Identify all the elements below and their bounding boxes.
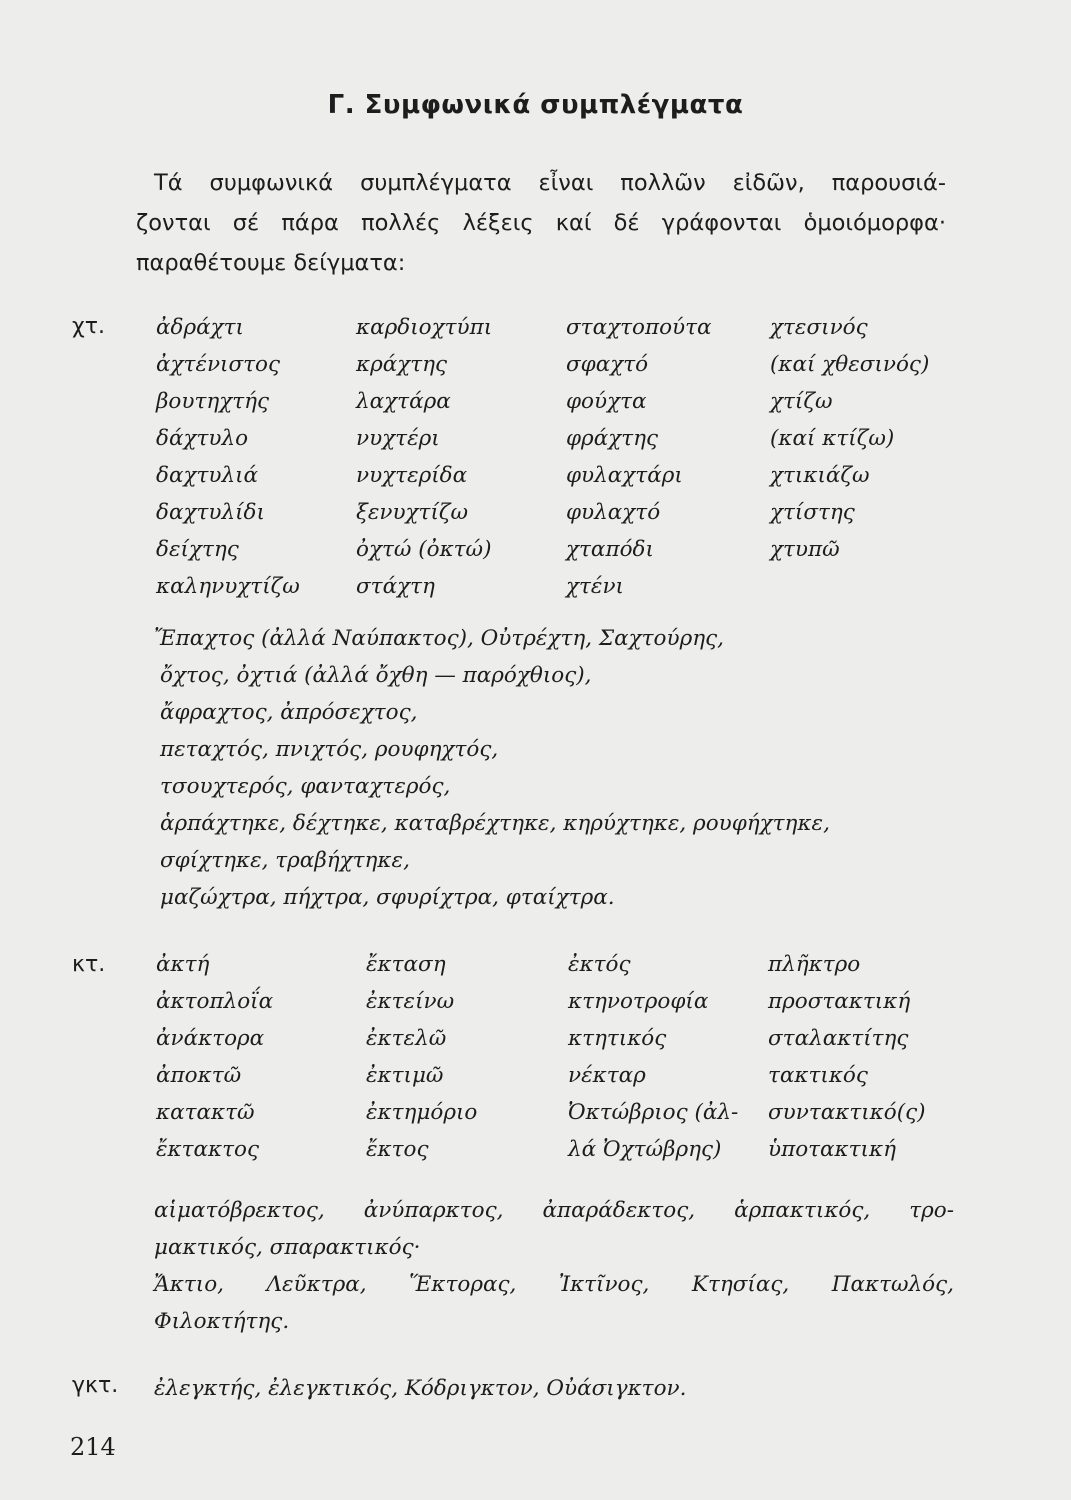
word-cell: συντακτικό(ς) xyxy=(768,1100,926,1125)
word-cell: δαχτυλιά xyxy=(156,463,259,488)
intro-line: ζονται σέ πάρα πολλές λέξεις καί δέ γράφονται ὁμοιόμορφα· xyxy=(136,210,946,236)
section-title: Γ. Συμφωνικά συμπλέγματα xyxy=(327,90,744,120)
word-cell: ὀχτώ (ὀκτώ) xyxy=(356,537,492,562)
examples-xt xyxy=(154,620,954,916)
word-cell: κτηνοτροφία xyxy=(568,989,709,1014)
example-line: ἐλεγκτής, ἐλεγκτικός, Κόδριγκτον, Οὐάσιγκτον. xyxy=(154,1376,687,1401)
word-cell: ἀνάκτορα xyxy=(156,1026,265,1051)
word-cell: ἔκτακτος xyxy=(156,1137,260,1162)
example-line: μαζώχτρα, πήχτρα, σφυρίχτρα, φταίχτρα. xyxy=(160,885,615,910)
word-cell: στάχτη xyxy=(356,574,435,599)
intro-paragraph xyxy=(136,163,946,283)
word-cell: χτίζω xyxy=(770,389,833,414)
word-row xyxy=(0,500,1071,537)
example-line: Ἔπαχτος (ἀλλά Ναύπακτος), Οὐτρέχτη, Σαχτούρης, xyxy=(154,626,724,651)
word-cell: προστακτική xyxy=(768,989,911,1014)
example-line: Φιλοκτήτης. xyxy=(154,1309,290,1334)
examples-gkt xyxy=(154,1370,954,1407)
word-row xyxy=(0,463,1071,500)
word-row xyxy=(0,352,1071,389)
word-row xyxy=(0,574,1071,611)
examples-kt xyxy=(154,1192,954,1340)
cluster-label-kt: κτ. xyxy=(72,952,106,977)
word-cell: κράχτης xyxy=(356,352,448,377)
word-cell: πλῆκτρο xyxy=(768,952,861,977)
example-line: ἄφραχτος, ἀπρόσεχτος, xyxy=(160,700,418,725)
word-row xyxy=(0,1026,1071,1063)
word-cell: (καί χθεσινός) xyxy=(770,352,930,377)
word-cell: σφαχτό xyxy=(566,352,649,377)
word-cell: ἀχτένιστος xyxy=(156,352,281,377)
word-cell: κατακτῶ xyxy=(156,1100,255,1125)
word-cell: φυλαχτάρι xyxy=(566,463,683,488)
word-row xyxy=(0,426,1071,463)
word-cell: φούχτα xyxy=(566,389,647,414)
word-grid-kt xyxy=(0,952,1071,1174)
word-grid-xt xyxy=(0,315,1071,611)
word-row xyxy=(0,1063,1071,1100)
word-row xyxy=(0,989,1071,1026)
word-cell: ἐκτείνω xyxy=(366,989,455,1014)
word-cell: δάχτυλο xyxy=(156,426,249,451)
word-cell: ἔκταση xyxy=(366,952,446,977)
word-cell: ἐκτελῶ xyxy=(366,1026,447,1051)
word-cell: λά Ὀχτώβρης) xyxy=(568,1137,722,1162)
intro-line: παραθέτουμε δείγματα: xyxy=(136,250,406,276)
page-number: 214 xyxy=(70,1433,116,1461)
word-row xyxy=(0,952,1071,989)
word-row xyxy=(0,537,1071,574)
word-row xyxy=(0,1100,1071,1137)
word-cell: βουτηχτής xyxy=(156,389,270,414)
word-cell: δαχτυλίδι xyxy=(156,500,265,525)
word-cell: φυλαχτό xyxy=(566,500,661,525)
word-cell: χτίστης xyxy=(770,500,855,525)
example-line: Ἄκτιο, Λεῦκτρα, Ἕκτορας, Ἰκτῖνος, Κτησίας, Πακτωλός, xyxy=(154,1272,954,1297)
word-cell: χτικιάζω xyxy=(770,463,870,488)
word-cell: (καί κτίζω) xyxy=(770,426,895,451)
word-cell: καρδιοχτύπι xyxy=(356,315,493,340)
word-cell: ἀποκτῶ xyxy=(156,1063,242,1088)
word-cell: χτένι xyxy=(566,574,624,599)
word-cell: χτεσινός xyxy=(770,315,868,340)
cluster-label-xt: χτ. xyxy=(72,314,105,339)
word-cell: ἔκτος xyxy=(366,1137,429,1162)
word-cell: ἀκτή xyxy=(156,952,210,977)
word-cell: ἐκτιμῶ xyxy=(366,1063,444,1088)
word-cell: καληνυχτίζω xyxy=(156,574,300,599)
intro-line: Τά συμφωνικά συμπλέγματα εἶναι πολλῶν εἰδῶν, παρουσιά- xyxy=(154,170,946,196)
word-cell: ξενυχτίζω xyxy=(356,500,469,525)
example-line: ὄχτος, ὀχτιά (ἀλλά ὄχθη — παρόχθιος), xyxy=(160,663,592,688)
word-cell: νυχτερίδα xyxy=(356,463,468,488)
word-cell: λαχτάρα xyxy=(356,389,451,414)
example-line: πεταχτός, πνιχτός, ρουφηχτός, xyxy=(160,737,499,762)
word-row xyxy=(0,389,1071,426)
word-cell: Ὀκτώβριος (ἀλ- xyxy=(568,1100,739,1125)
word-cell: ὑποτακτική xyxy=(768,1137,896,1162)
example-line: ἁρπάχτηκε, δέχτηκε, καταβρέχτηκε, κηρύχτηκε, ρουφήχτηκε, xyxy=(160,811,830,836)
word-row xyxy=(0,1137,1071,1174)
word-row xyxy=(0,315,1071,352)
word-cell: χτυπῶ xyxy=(770,537,840,562)
word-cell: νέκταρ xyxy=(568,1063,646,1088)
word-cell: ἐκτός xyxy=(568,952,631,977)
example-line: αἱματόβρεκτος, ἀνύπαρκτος, ἀπαράδεκτος, ἁρπακτικός, τρο- xyxy=(154,1198,954,1223)
example-line: τσουχτερός, φανταχτερός, xyxy=(160,774,451,799)
word-cell: σταλακτίτης xyxy=(768,1026,909,1051)
example-line: μακτικός, σπαρακτικός· xyxy=(154,1235,421,1260)
word-cell: σταχτοπούτα xyxy=(566,315,712,340)
word-cell: κτητικός xyxy=(568,1026,667,1051)
word-cell: νυχτέρι xyxy=(356,426,440,451)
word-cell: τακτικός xyxy=(768,1063,868,1088)
cluster-label-gkt: γκτ. xyxy=(72,1373,119,1398)
word-cell: ἀκτοπλοΐα xyxy=(156,989,274,1014)
word-cell: ἀδράχτι xyxy=(156,315,244,340)
word-cell: φράχτης xyxy=(566,426,659,451)
word-cell: δείχτης xyxy=(156,537,239,562)
word-cell: χταπόδι xyxy=(566,537,654,562)
word-cell: ἐκτημόριο xyxy=(366,1100,478,1125)
example-line: σφίχτηκε, τραβήχτηκε, xyxy=(160,848,410,873)
